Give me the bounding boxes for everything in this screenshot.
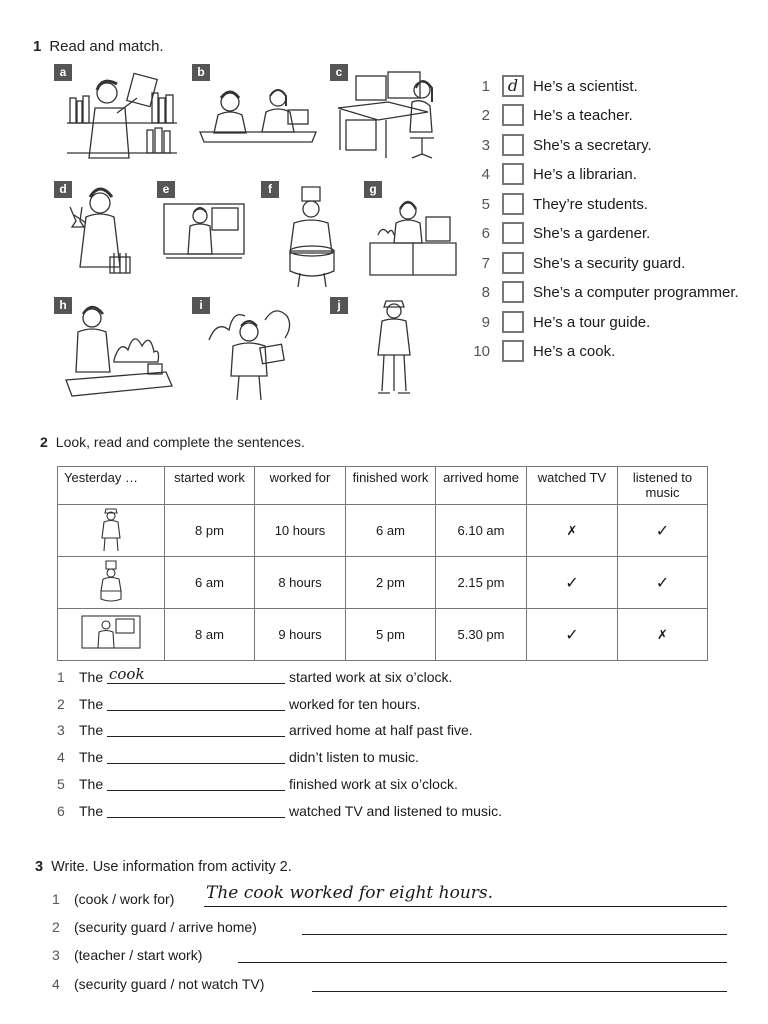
answer-blank[interactable] [107, 736, 285, 737]
match-item-text: She’s a gardener. [533, 225, 651, 242]
answer-box[interactable] [502, 281, 524, 303]
sentence-text: started work at six o’clock. [289, 669, 453, 685]
table-cell: ✓ [527, 557, 618, 609]
picture-letter-a: a [54, 64, 72, 81]
activity1-number: 1 [33, 38, 42, 55]
answer-line[interactable] [238, 962, 727, 963]
write-item-prompt: (teacher / start work) [74, 947, 203, 963]
gardener-illustration-icon [62, 300, 177, 400]
table-cell: ✓ [618, 557, 708, 609]
answer-box[interactable] [502, 222, 524, 244]
column-header: watched TV [527, 467, 618, 505]
column-header: listened to music [618, 467, 708, 505]
answer-box[interactable] [502, 104, 524, 126]
match-item-number: 8 [481, 284, 490, 301]
picture-letter-e: e [157, 181, 175, 198]
answer-box[interactable] [502, 311, 524, 333]
write-item-prompt: (security guard / arrive home) [74, 919, 257, 935]
sentence-text: arrived home at half past five. [289, 722, 473, 738]
column-header: arrived home [436, 467, 527, 505]
sentence-the: The [79, 722, 104, 738]
match-item-text: He’s a tour guide. [533, 314, 651, 331]
column-header: started work [165, 467, 255, 505]
table-header-row [58, 467, 708, 505]
person-cell [58, 557, 165, 609]
match-item-text: They’re students. [533, 196, 649, 213]
computer-programmer-illustration-icon [336, 68, 446, 168]
sentence-item [57, 722, 557, 742]
activity3-number: 3 [35, 859, 44, 875]
answer-line[interactable] [302, 934, 727, 935]
answer-box[interactable] [502, 134, 524, 156]
picture-letter-d: d [54, 181, 72, 198]
sentence-the: The [79, 803, 104, 819]
write-item-number: 4 [52, 976, 60, 992]
write-item-number: 3 [52, 947, 60, 963]
match-item-text: He’s a librarian. [533, 166, 637, 183]
sentence-text: finished work at six o’clock. [289, 776, 458, 792]
write-item-prompt: (security guard / not watch TV) [74, 976, 265, 992]
sentence-text: didn’t listen to music. [289, 749, 419, 765]
table-row [58, 505, 708, 557]
sentence-item [57, 776, 557, 796]
sentence-number: 6 [57, 803, 65, 819]
security-guard-illustration-icon [370, 295, 420, 400]
sentence-number: 4 [57, 749, 65, 765]
sentence-number: 5 [57, 776, 65, 792]
match-item-text: She’s a security guard. [533, 255, 686, 272]
table-cell: 8 am [165, 609, 255, 661]
sentence-item [57, 749, 557, 769]
table-cell: ✗ [527, 505, 618, 557]
table-cell: 6.10 am [436, 505, 527, 557]
scientist-illustration-icon [62, 183, 142, 283]
picture-letter-b: b [192, 64, 210, 81]
answer-box[interactable] [502, 252, 524, 274]
match-item-text: She’s a secretary. [533, 137, 652, 154]
write-item-number: 1 [52, 891, 60, 907]
answer-box-value: d [507, 76, 519, 95]
write-item-number: 2 [52, 919, 60, 935]
activity2-heading [40, 434, 305, 450]
table-cell: ✓ [527, 609, 618, 661]
person-cell [58, 505, 165, 557]
picture-letter-i: i [192, 297, 210, 314]
column-header: Yesterday … [58, 467, 165, 505]
match-item-text: He’s a scientist. [533, 78, 638, 95]
match-item-number: 2 [481, 107, 490, 124]
teacher-illustration-icon [162, 198, 247, 266]
activity2-title: Look, read and complete the sentences. [55, 434, 305, 450]
sentence-number: 1 [57, 669, 65, 685]
cook-icon [96, 559, 126, 603]
schedule-table [57, 466, 708, 661]
sentence-number: 3 [57, 722, 65, 738]
write-item-prompt: (cook / work for) [74, 891, 175, 907]
librarian-illustration-icon [62, 68, 182, 168]
activity2-number: 2 [40, 434, 48, 450]
table-cell: ✓ [618, 505, 708, 557]
table-row [58, 609, 708, 661]
teacher-icon [80, 613, 142, 653]
secretary-illustration-icon [368, 195, 458, 283]
sentence-item [57, 665, 557, 689]
picture-letter-j: j [330, 297, 348, 314]
table-cell: 2 pm [346, 557, 436, 609]
match-item-number: 10 [473, 343, 490, 360]
write-item [52, 976, 732, 998]
tour-guide-illustration-icon [205, 300, 295, 405]
picture-letter-f: f [261, 181, 279, 198]
answer-line[interactable] [204, 906, 727, 907]
picture-letter-c: c [330, 64, 348, 81]
table-row [58, 557, 708, 609]
sentence-item [57, 696, 557, 716]
activity1-title: Read and match. [49, 38, 164, 55]
cook-illustration-icon [280, 183, 350, 288]
table-cell: 6 am [346, 505, 436, 557]
answer-blank[interactable] [107, 790, 285, 791]
handwritten-answer: The cook worked for eight hours. [206, 883, 494, 903]
sentence-item [57, 803, 557, 823]
security-guard-icon [96, 505, 126, 553]
picture-letter-h: h [54, 297, 72, 314]
answer-box[interactable] [502, 193, 524, 215]
match-item-number: 9 [481, 314, 490, 331]
activity3-title: Write. Use information from activity 2. [51, 859, 292, 875]
answer-blank[interactable] [107, 817, 285, 818]
match-item-number: 7 [481, 255, 490, 272]
match-item-number: 3 [481, 137, 490, 154]
table-cell: 8 hours [255, 557, 346, 609]
match-item-number: 4 [481, 166, 490, 183]
answer-blank[interactable] [107, 710, 285, 711]
picture-letter-g: g [364, 181, 382, 198]
sentence-the: The [79, 749, 104, 765]
write-item [52, 919, 732, 941]
person-cell [58, 609, 165, 661]
handwritten-answer: cook [109, 665, 145, 683]
sentence-number: 2 [57, 696, 65, 712]
match-item-text: He’s a cook. [533, 343, 616, 360]
match-item-text: She’s a computer programmer. [533, 284, 739, 301]
table-cell: 10 hours [255, 505, 346, 557]
write-item [52, 947, 732, 969]
match-item-number: 5 [481, 196, 490, 213]
activity3-heading [35, 859, 292, 875]
answer-box[interactable] [502, 340, 524, 362]
answer-box[interactable] [502, 163, 524, 185]
sentence-text: worked for ten hours. [289, 696, 421, 712]
match-item-number: 1 [481, 78, 490, 95]
answer-blank[interactable] [107, 763, 285, 764]
activity1-heading [33, 38, 164, 55]
write-item [52, 883, 732, 913]
sentence-the: The [79, 696, 104, 712]
table-cell: 6 am [165, 557, 255, 609]
table-cell: 8 pm [165, 505, 255, 557]
sentence-text: watched TV and listened to music. [289, 803, 502, 819]
column-header: finished work [346, 467, 436, 505]
table-cell: 5 pm [346, 609, 436, 661]
students-illustration-icon [198, 82, 318, 152]
sentence-the: The [79, 669, 104, 685]
match-item-number: 6 [481, 225, 490, 242]
answer-box[interactable] [502, 75, 524, 97]
sentence-the: The [79, 776, 104, 792]
match-item-text: He’s a teacher. [533, 107, 633, 124]
table-cell: 2.15 pm [436, 557, 527, 609]
answer-line[interactable] [312, 991, 727, 992]
table-cell: 9 hours [255, 609, 346, 661]
column-header: worked for [255, 467, 346, 505]
table-cell: ✗ [618, 609, 708, 661]
answer-blank[interactable] [107, 683, 285, 684]
table-cell: 5.30 pm [436, 609, 527, 661]
